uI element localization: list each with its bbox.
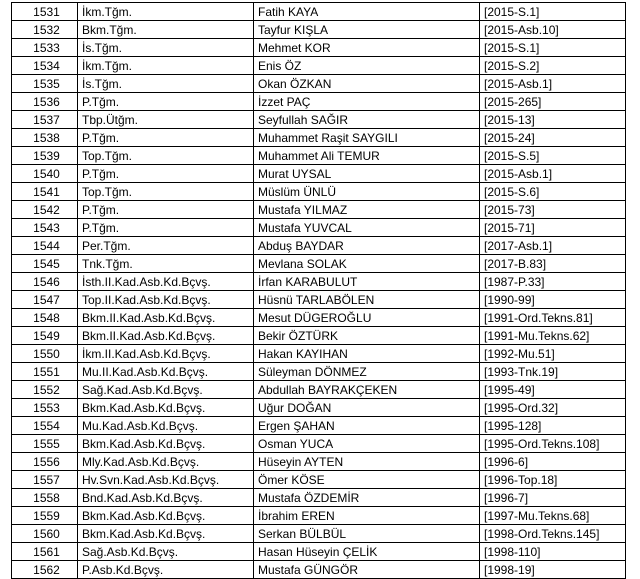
table-row bbox=[12, 111, 626, 129]
rank-cell: Bkm.Kad.Asb.Kd.Bçvş. bbox=[78, 399, 254, 417]
rank-cell: Sağ.Asb.Kd.Bçvş. bbox=[78, 543, 254, 561]
rank-cell: Mu.Kad.Asb.Kd.Bçvş. bbox=[78, 417, 254, 435]
table-row bbox=[12, 57, 626, 75]
table-row bbox=[12, 309, 626, 327]
class-cell: [1996-Top.18] bbox=[480, 471, 626, 489]
row-number-cell: 1557 bbox=[12, 471, 78, 489]
rank-cell: P.Asb.Kd.Bçvş. bbox=[78, 561, 254, 579]
rank-cell: Mly.Kad.Asb.Kd.Bçvş. bbox=[78, 453, 254, 471]
name-cell: Mustafa YUVCAL bbox=[254, 219, 480, 237]
name-cell: Tayfur KIŞLA bbox=[254, 21, 480, 39]
row-number-cell: 1541 bbox=[12, 183, 78, 201]
row-number-cell: 1536 bbox=[12, 93, 78, 111]
rank-cell: Top.II.Kad.Asb.Kd.Bçvş. bbox=[78, 291, 254, 309]
rank-cell: İkm.Tğm. bbox=[78, 57, 254, 75]
name-cell: Enis ÖZ bbox=[254, 57, 480, 75]
row-number-cell: 1562 bbox=[12, 561, 78, 579]
row-number-cell: 1558 bbox=[12, 489, 78, 507]
class-cell: [1995-128] bbox=[480, 417, 626, 435]
table-row bbox=[12, 561, 626, 579]
row-number-cell: 1555 bbox=[12, 435, 78, 453]
table-row bbox=[12, 3, 626, 21]
name-cell: Hasan Hüseyin ÇELİK bbox=[254, 543, 480, 561]
rank-cell: P.Tğm. bbox=[78, 165, 254, 183]
rank-cell: P.Tğm. bbox=[78, 93, 254, 111]
class-cell: [2015-73] bbox=[480, 201, 626, 219]
table-row bbox=[12, 453, 626, 471]
name-cell: Bekir ÖZTÜRK bbox=[254, 327, 480, 345]
table-row bbox=[12, 39, 626, 57]
rank-cell: Top.Tğm. bbox=[78, 147, 254, 165]
name-cell: İrfan KARABULUT bbox=[254, 273, 480, 291]
name-cell: Osman YUCA bbox=[254, 435, 480, 453]
class-cell: [1998-19] bbox=[480, 561, 626, 579]
table-row bbox=[12, 507, 626, 525]
class-cell: [2015-24] bbox=[480, 129, 626, 147]
table-row bbox=[12, 543, 626, 561]
name-cell: Mesut DÜGEROĞLU bbox=[254, 309, 480, 327]
table-row bbox=[12, 291, 626, 309]
name-cell: Mustafa YILMAZ bbox=[254, 201, 480, 219]
table-row bbox=[12, 183, 626, 201]
class-cell: [2015-S.2] bbox=[480, 57, 626, 75]
class-cell: [1993-Tnk.19] bbox=[480, 363, 626, 381]
class-cell: [1995-49] bbox=[480, 381, 626, 399]
class-cell: [2015-13] bbox=[480, 111, 626, 129]
class-cell: [2015-S.1] bbox=[480, 39, 626, 57]
rank-cell: İsth.II.Kad.Asb.Kd.Bçvş. bbox=[78, 273, 254, 291]
name-cell: Uğur DOĞAN bbox=[254, 399, 480, 417]
table-row bbox=[12, 381, 626, 399]
class-cell: [2015-Asb.1] bbox=[480, 165, 626, 183]
name-cell: Murat UYSAL bbox=[254, 165, 480, 183]
name-cell: Hüsnü TARLABÖLEN bbox=[254, 291, 480, 309]
row-number-cell: 1540 bbox=[12, 165, 78, 183]
row-number-cell: 1532 bbox=[12, 21, 78, 39]
name-cell: Fatih KAYA bbox=[254, 3, 480, 21]
name-cell: Hakan KAYIHAN bbox=[254, 345, 480, 363]
class-cell: [2015-Asb.10] bbox=[480, 21, 626, 39]
row-number-cell: 1544 bbox=[12, 237, 78, 255]
row-number-cell: 1539 bbox=[12, 147, 78, 165]
table-row bbox=[12, 417, 626, 435]
rank-cell: Top.Tğm. bbox=[78, 183, 254, 201]
class-cell: [1995-Ord.32] bbox=[480, 399, 626, 417]
rank-cell: P.Tğm. bbox=[78, 219, 254, 237]
class-cell: [2015-S.1] bbox=[480, 3, 626, 21]
rank-cell: İs.Tğm. bbox=[78, 39, 254, 57]
row-number-cell: 1535 bbox=[12, 75, 78, 93]
table-row bbox=[12, 219, 626, 237]
personnel-table bbox=[11, 2, 626, 579]
table-row bbox=[12, 399, 626, 417]
class-cell: [1997-Mu.Tekns.68] bbox=[480, 507, 626, 525]
table-row bbox=[12, 273, 626, 291]
rank-cell: Bnd.Kad.Asb.Kd.Bçvş. bbox=[78, 489, 254, 507]
class-cell: [2017-Asb.1] bbox=[480, 237, 626, 255]
row-number-cell: 1559 bbox=[12, 507, 78, 525]
class-cell: [2017-B.83] bbox=[480, 255, 626, 273]
row-number-cell: 1537 bbox=[12, 111, 78, 129]
class-cell: [2015-265] bbox=[480, 93, 626, 111]
rank-cell: İs.Tğm. bbox=[78, 75, 254, 93]
row-number-cell: 1546 bbox=[12, 273, 78, 291]
table-row bbox=[12, 129, 626, 147]
class-cell: [1992-Mu.51] bbox=[480, 345, 626, 363]
class-cell: [2015-71] bbox=[480, 219, 626, 237]
rank-cell: Per.Tğm. bbox=[78, 237, 254, 255]
name-cell: Abduş BAYDAR bbox=[254, 237, 480, 255]
class-cell: [1991-Mu.Tekns.62] bbox=[480, 327, 626, 345]
row-number-cell: 1552 bbox=[12, 381, 78, 399]
name-cell: Mustafa ÖZDEMİR bbox=[254, 489, 480, 507]
name-cell: Süleyman DÖNMEZ bbox=[254, 363, 480, 381]
row-number-cell: 1560 bbox=[12, 525, 78, 543]
class-cell: [1990-99] bbox=[480, 291, 626, 309]
rank-cell: Bkm.Kad.Asb.Kd.Bçvş. bbox=[78, 435, 254, 453]
class-cell: [2015-Asb.1] bbox=[480, 75, 626, 93]
class-cell: [1998-Ord.Tekns.145] bbox=[480, 525, 626, 543]
class-cell: [1998-110] bbox=[480, 543, 626, 561]
table-row bbox=[12, 201, 626, 219]
rank-cell: İkm.Tğm. bbox=[78, 3, 254, 21]
row-number-cell: 1549 bbox=[12, 327, 78, 345]
class-cell: [1996-7] bbox=[480, 489, 626, 507]
row-number-cell: 1551 bbox=[12, 363, 78, 381]
class-cell: [2015-S.5] bbox=[480, 147, 626, 165]
table-row bbox=[12, 471, 626, 489]
rank-cell: Bkm.Kad.Asb.Kd.Bçvş. bbox=[78, 507, 254, 525]
rank-cell: İkm.II.Kad.Asb.Kd.Bçvş. bbox=[78, 345, 254, 363]
row-number-cell: 1531 bbox=[12, 3, 78, 21]
class-cell: [1995-Ord.Tekns.108] bbox=[480, 435, 626, 453]
table-row bbox=[12, 525, 626, 543]
name-cell: Serkan BÜLBÜL bbox=[254, 525, 480, 543]
rank-cell: Tnk.Tğm. bbox=[78, 255, 254, 273]
table-row bbox=[12, 237, 626, 255]
rank-cell: Sağ.Kad.Asb.Kd.Bçvş. bbox=[78, 381, 254, 399]
table-row bbox=[12, 75, 626, 93]
row-number-cell: 1547 bbox=[12, 291, 78, 309]
name-cell: Abdullah BAYRAKÇEKEN bbox=[254, 381, 480, 399]
rank-cell: Bkm.II.Kad.Asb.Kd.Bçvş. bbox=[78, 309, 254, 327]
class-cell: [1991-Ord.Tekns.81] bbox=[480, 309, 626, 327]
name-cell: Mevlana SOLAK bbox=[254, 255, 480, 273]
name-cell: Seyfullah SAĞIR bbox=[254, 111, 480, 129]
name-cell: Okan ÖZKAN bbox=[254, 75, 480, 93]
rank-cell: P.Tğm. bbox=[78, 129, 254, 147]
name-cell: Muhammet Ali TEMUR bbox=[254, 147, 480, 165]
name-cell: Mustafa GÜNGÖR bbox=[254, 561, 480, 579]
row-number-cell: 1548 bbox=[12, 309, 78, 327]
class-cell: [1996-6] bbox=[480, 453, 626, 471]
row-number-cell: 1556 bbox=[12, 453, 78, 471]
rank-cell: Mu.II.Kad.Asb.Kd.Bçvş. bbox=[78, 363, 254, 381]
rank-cell: Bkm.Tğm. bbox=[78, 21, 254, 39]
class-cell: [2015-S.6] bbox=[480, 183, 626, 201]
personnel-list-document bbox=[11, 2, 625, 579]
name-cell: Ömer KÖSE bbox=[254, 471, 480, 489]
table-row bbox=[12, 21, 626, 39]
name-cell: Mehmet KOR bbox=[254, 39, 480, 57]
table-row bbox=[12, 255, 626, 273]
rank-cell: Bkm.Kad.Asb.Kd.Bçvş. bbox=[78, 525, 254, 543]
name-cell: Müslüm ÜNLÜ bbox=[254, 183, 480, 201]
table-row bbox=[12, 435, 626, 453]
row-number-cell: 1534 bbox=[12, 57, 78, 75]
table-row bbox=[12, 93, 626, 111]
row-number-cell: 1545 bbox=[12, 255, 78, 273]
rank-cell: Tbp.Ütğm. bbox=[78, 111, 254, 129]
row-number-cell: 1561 bbox=[12, 543, 78, 561]
name-cell: İzzet PAÇ bbox=[254, 93, 480, 111]
name-cell: Muhammet Raşit SAYGILI bbox=[254, 129, 480, 147]
row-number-cell: 1543 bbox=[12, 219, 78, 237]
table-row bbox=[12, 147, 626, 165]
table-row bbox=[12, 489, 626, 507]
name-cell: Ergen ŞAHAN bbox=[254, 417, 480, 435]
name-cell: İbrahim EREN bbox=[254, 507, 480, 525]
name-cell: Hüseyin AYTEN bbox=[254, 453, 480, 471]
row-number-cell: 1550 bbox=[12, 345, 78, 363]
rank-cell: P.Tğm. bbox=[78, 201, 254, 219]
class-cell: [1987-P.33] bbox=[480, 273, 626, 291]
table-row bbox=[12, 327, 626, 345]
rank-cell: Hv.Svn.Kad.Asb.Kd.Bçvş. bbox=[78, 471, 254, 489]
table-row bbox=[12, 345, 626, 363]
table-row bbox=[12, 363, 626, 381]
row-number-cell: 1542 bbox=[12, 201, 78, 219]
row-number-cell: 1553 bbox=[12, 399, 78, 417]
personnel-table-body bbox=[12, 3, 626, 579]
rank-cell: Bkm.II.Kad.Asb.Kd.Bçvş. bbox=[78, 327, 254, 345]
row-number-cell: 1538 bbox=[12, 129, 78, 147]
row-number-cell: 1533 bbox=[12, 39, 78, 57]
table-row bbox=[12, 165, 626, 183]
row-number-cell: 1554 bbox=[12, 417, 78, 435]
